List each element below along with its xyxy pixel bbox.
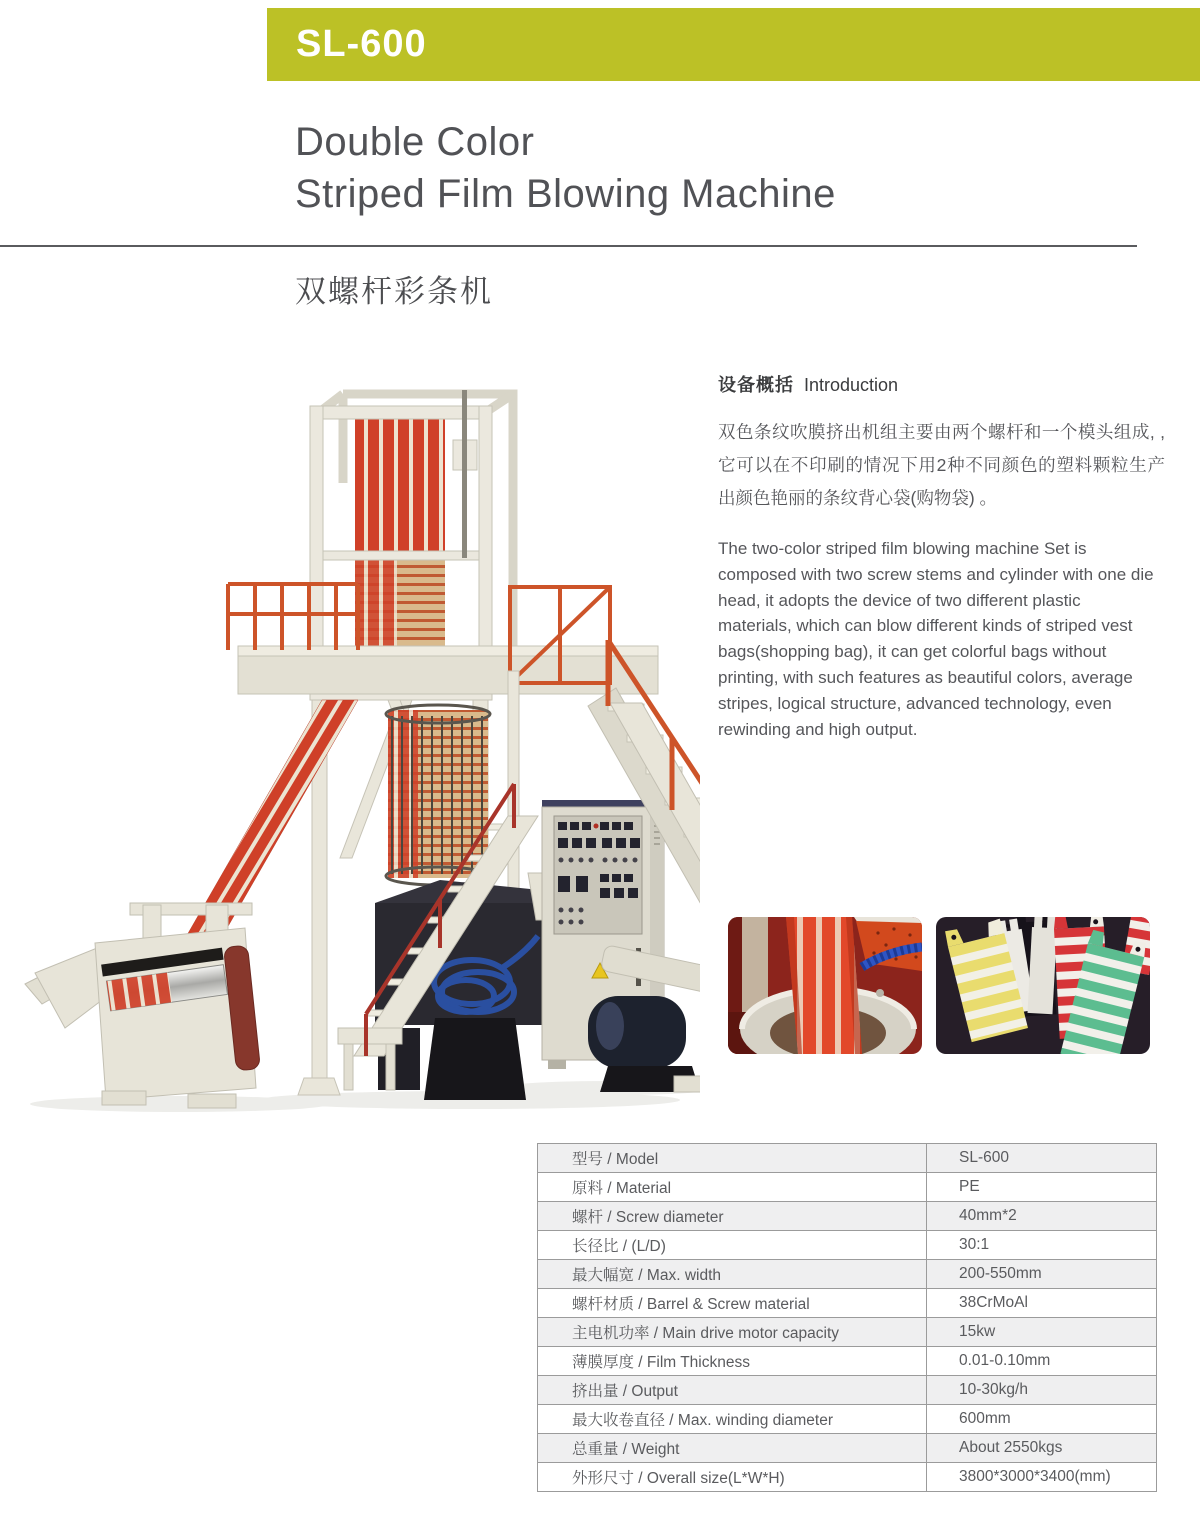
spec-row xyxy=(538,1144,1157,1173)
spec-value: 600mm xyxy=(927,1405,1157,1434)
spec-row xyxy=(538,1231,1157,1260)
spec-table xyxy=(537,1143,1157,1492)
spec-value: 200-550mm xyxy=(927,1260,1157,1289)
vest-bags-photo xyxy=(936,917,1150,1054)
spec-row xyxy=(538,1202,1157,1231)
spec-row xyxy=(538,1434,1157,1463)
spec-label: 最大幅宽 / Max. width xyxy=(538,1260,927,1289)
spec-label: 挤出量 / Output xyxy=(538,1376,927,1405)
spec-row xyxy=(538,1260,1157,1289)
spec-row xyxy=(538,1347,1157,1376)
spec-label: 螺杆材质 / Barrel & Screw material xyxy=(538,1289,927,1318)
spec-row xyxy=(538,1318,1157,1347)
spec-value: About 2550kgs xyxy=(927,1434,1157,1463)
spec-label: 长径比 / (L/D) xyxy=(538,1231,927,1260)
platform xyxy=(238,646,658,694)
machine-illustration xyxy=(10,388,700,1133)
spec-row xyxy=(538,1376,1157,1405)
spec-row xyxy=(538,1173,1157,1202)
spec-value: 10-30kg/h xyxy=(927,1376,1157,1405)
spec-label: 薄膜厚度 / Film Thickness xyxy=(538,1347,927,1376)
chinese-subtitle: 双螺杆彩条机 xyxy=(295,274,493,309)
spec-value: 40mm*2 xyxy=(927,1202,1157,1231)
spec-label: 螺杆 / Screw diameter xyxy=(538,1202,927,1231)
intro-heading-en: Introduction xyxy=(804,375,899,395)
spec-value: 15kw xyxy=(927,1318,1157,1347)
spec-row xyxy=(538,1289,1157,1318)
model-number: SL-600 xyxy=(296,23,427,65)
spec-value: 0.01-0.10mm xyxy=(927,1347,1157,1376)
intro-paragraph-cn: 双色条纹吹膜挤出机组主要由两个螺杆和一个模头组成, ,它可以在不印刷的情况下用2种不同颜色的塑料颗粒生产出颜色艳丽的条纹背心袋(购物袋) 。 xyxy=(718,422,1165,508)
spec-label: 总重量 / Weight xyxy=(538,1434,927,1463)
spec-value: SL-600 xyxy=(927,1144,1157,1173)
page-title xyxy=(295,116,836,220)
spec-label: 外形尺寸 / Overall size(L*W*H) xyxy=(538,1463,927,1492)
spec-label: 最大收卷直径 / Max. winding diameter xyxy=(538,1405,927,1434)
title-line-1: Double Color xyxy=(295,120,535,164)
divider-rule xyxy=(0,245,1137,247)
winder-unit xyxy=(25,903,260,1108)
spec-row xyxy=(538,1463,1157,1492)
model-banner xyxy=(267,8,1200,81)
spec-value: 30:1 xyxy=(927,1231,1157,1260)
spec-label: 主电机功率 / Main drive motor capacity xyxy=(538,1318,927,1347)
title-line-2: Striped Film Blowing Machine xyxy=(295,172,836,216)
intro-heading-cn: 设备概括 xyxy=(718,375,794,395)
drive-motor xyxy=(588,945,700,1092)
intro-paragraph-en: The two-color striped film blowing machine Set is composed with two screw stems and cylinder with one die head, it adopts the device of two different plastic materials, which can blow different kinds of striped vest bags(shopping bag), it can get colorful bags without printing, with such features as beautiful colors, average stripes, logical structure, advanced technology, even rewinding and high output. xyxy=(718,539,1154,739)
die-head-photo xyxy=(728,917,922,1054)
intro-heading xyxy=(718,371,898,397)
spec-label: 型号 / Model xyxy=(538,1144,927,1173)
spec-value: 3800*3000*3400(mm) xyxy=(927,1463,1157,1492)
spec-label: 原料 / Material xyxy=(538,1173,927,1202)
spec-value: 38CrMoAl xyxy=(927,1289,1157,1318)
spec-row xyxy=(538,1405,1157,1434)
spec-value: PE xyxy=(927,1173,1157,1202)
guide-rod xyxy=(462,390,467,558)
platform-railing-left xyxy=(228,584,358,650)
